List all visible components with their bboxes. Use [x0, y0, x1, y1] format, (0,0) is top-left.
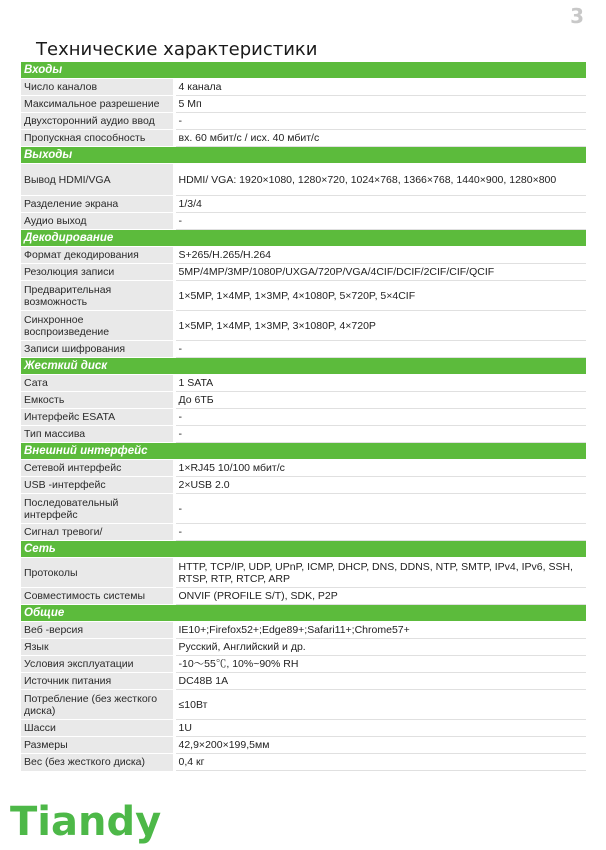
spec-label: Двухсторонний аудио ввод	[21, 113, 174, 130]
spec-value: 1×RJ45 10/100 мбит/с	[174, 460, 586, 477]
spec-value: -	[174, 494, 586, 524]
section-title: Жесткий диск	[21, 358, 174, 375]
spec-value: 5 Мп	[174, 96, 586, 113]
spec-value: 42,9×200×199,5мм	[174, 737, 586, 754]
spec-label: Пропускная способность	[21, 130, 174, 147]
table-row	[21, 341, 586, 358]
spec-label: Интерфейс ESATA	[21, 409, 174, 426]
spec-label: Максимальное разрешение	[21, 96, 174, 113]
spec-value: 0,4 кг	[174, 754, 586, 771]
section-header	[21, 541, 586, 558]
spec-value: Русский, Английский и др.	[174, 639, 586, 656]
page-title: Технические характеристики	[36, 39, 318, 60]
section-title: Внешний интерфейс	[21, 443, 174, 460]
spec-value: DC48В 1А	[174, 673, 586, 690]
spec-label: Последовательный интерфейс	[21, 494, 174, 524]
spec-value: 1×5MP, 1×4MP, 1×3MP, 4×1080P, 5×720P, 5×4CIF	[174, 281, 586, 311]
table-row	[21, 754, 586, 771]
spec-value: -	[174, 409, 586, 426]
spec-label: USB -интерфейс	[21, 477, 174, 494]
spec-label: Предварительная возможность	[21, 281, 174, 311]
spec-label: Источник питания	[21, 673, 174, 690]
spec-label: Сигнал тревоги/	[21, 524, 174, 541]
spec-label: Сата	[21, 375, 174, 392]
table-row	[21, 558, 586, 588]
table-row	[21, 281, 586, 311]
table-row	[21, 690, 586, 720]
table-row	[21, 113, 586, 130]
spec-value: 1U	[174, 720, 586, 737]
spec-value: IE10+;Firefox52+;Edge89+;Safari11+;Chrome57+	[174, 622, 586, 639]
table-row	[21, 213, 586, 230]
spec-label: Условия эксплуатации	[21, 656, 174, 673]
section-header-fill	[174, 605, 586, 622]
table-row	[21, 460, 586, 477]
table-row	[21, 588, 586, 605]
section-header-fill	[174, 62, 586, 79]
spec-label: Резолюция записи	[21, 264, 174, 281]
table-row	[21, 494, 586, 524]
spec-value: ≤10Вт	[174, 690, 586, 720]
spec-value: -10～55℃, 10%~90% RH	[174, 656, 586, 673]
spec-value: HTTP, TCP/IP, UDP, UPnP, ICMP, DHCP, DNS, DDNS, NTP, SMTP, IPv4, IPv6, SSH, RTSP, RTP, RTCP, ARP	[174, 558, 586, 588]
section-header-fill	[174, 230, 586, 247]
spec-value: До 6ТБ	[174, 392, 586, 409]
spec-value: -	[174, 524, 586, 541]
spec-value: 1×5MP, 1×4MP, 1×3MP, 3×1080P, 4×720P	[174, 311, 586, 341]
spec-label: Вывод HDMI/VGA	[21, 164, 174, 196]
section-title: Общие	[21, 605, 174, 622]
table-row	[21, 737, 586, 754]
spec-label: Шасси	[21, 720, 174, 737]
section-header	[21, 230, 586, 247]
table-row	[21, 247, 586, 264]
section-header-fill	[174, 147, 586, 164]
table-row	[21, 264, 586, 281]
spec-label: Совместимость системы	[21, 588, 174, 605]
spec-value: 5MP/4MP/3MP/1080P/UXGA/720P/VGA/4CIF/DCIF/2CIF/CIF/QCIF	[174, 264, 586, 281]
spec-value: HDMI/ VGA: 1920×1080, 1280×720, 1024×768, 1366×768, 1440×900, 1280×800	[174, 164, 586, 196]
table-row	[21, 477, 586, 494]
table-row	[21, 656, 586, 673]
table-row	[21, 426, 586, 443]
spec-value: 2×USB 2.0	[174, 477, 586, 494]
spec-label: Веб -версия	[21, 622, 174, 639]
spec-label: Формат декодирования	[21, 247, 174, 264]
table-row	[21, 79, 586, 96]
spec-label: Язык	[21, 639, 174, 656]
spec-value: -	[174, 213, 586, 230]
table-row	[21, 524, 586, 541]
spec-value: S+265/H.265/H.264	[174, 247, 586, 264]
spec-label: Синхронное воспроизведение	[21, 311, 174, 341]
spec-label: Сетевой интерфейс	[21, 460, 174, 477]
spec-value: ONVIF (PROFILE S/T), SDK, P2P	[174, 588, 586, 605]
spec-label: Записи шифрования	[21, 341, 174, 358]
table-row	[21, 639, 586, 656]
spec-label: Потребление (без жесткого диска)	[21, 690, 174, 720]
section-header	[21, 62, 586, 79]
section-header-fill	[174, 443, 586, 460]
section-title: Входы	[21, 62, 174, 79]
brand-logo: Tiandy	[10, 799, 162, 845]
page-number: 3	[570, 4, 584, 28]
spec-label: Размеры	[21, 737, 174, 754]
spec-label: Аудио выход	[21, 213, 174, 230]
spec-value: вх. 60 мбит/с / исх. 40 мбит/с	[174, 130, 586, 147]
table-row	[21, 311, 586, 341]
table-row	[21, 673, 586, 690]
spec-value: -	[174, 113, 586, 130]
table-row	[21, 622, 586, 639]
spec-value: 1/3/4	[174, 196, 586, 213]
section-header-fill	[174, 358, 586, 375]
table-row	[21, 130, 586, 147]
section-header	[21, 443, 586, 460]
spec-label: Тип массива	[21, 426, 174, 443]
spec-value: 1 SATA	[174, 375, 586, 392]
table-row	[21, 96, 586, 113]
section-header	[21, 147, 586, 164]
spec-table	[21, 61, 586, 771]
section-header	[21, 358, 586, 375]
spec-value: -	[174, 426, 586, 443]
section-title: Сеть	[21, 541, 174, 558]
table-row	[21, 392, 586, 409]
spec-label: Протоколы	[21, 558, 174, 588]
table-row	[21, 720, 586, 737]
section-header-fill	[174, 541, 586, 558]
spec-value: -	[174, 341, 586, 358]
spec-label: Разделение экрана	[21, 196, 174, 213]
spec-label: Число каналов	[21, 79, 174, 96]
spec-label: Вес (без жесткого диска)	[21, 754, 174, 771]
table-row	[21, 409, 586, 426]
table-row	[21, 196, 586, 213]
spec-value: 4 канала	[174, 79, 586, 96]
table-row	[21, 164, 586, 196]
table-row	[21, 375, 586, 392]
spec-label: Емкость	[21, 392, 174, 409]
section-title: Декодирование	[21, 230, 174, 247]
section-title: Выходы	[21, 147, 174, 164]
section-header	[21, 605, 586, 622]
